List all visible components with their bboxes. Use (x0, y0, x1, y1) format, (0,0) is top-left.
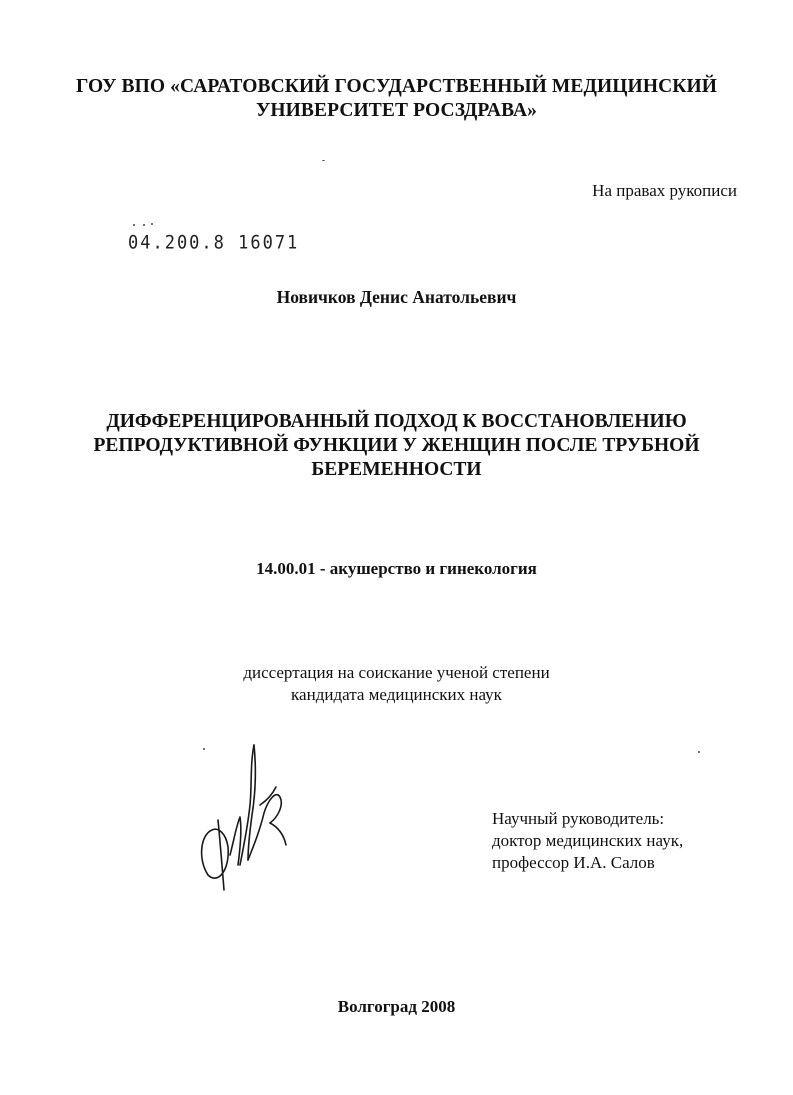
dissertation-title (60, 410, 733, 482)
scan-speck (133, 224, 135, 226)
degree-line-1: диссертация на соискание ученой степени (243, 663, 550, 682)
author-name: Новичков Денис Анатольевич (276, 287, 517, 307)
scan-speck (698, 751, 700, 753)
registration-number: 04.200.8 16071 (128, 232, 300, 254)
institution-name (60, 75, 733, 123)
supervisor-line-2: доктор медицинских наук, (492, 831, 684, 850)
institution-line-2: УНИВЕРСИТЕТ РОСЗДРАВА» (255, 100, 538, 121)
degree-line-2: кандидата медицинских наук (291, 685, 502, 704)
supervisor-line-1: Научный руководитель: (492, 809, 665, 828)
handwritten-signature-icon (190, 735, 300, 895)
scan-speck (322, 160, 325, 161)
institution-line-1: ГОУ ВПО «САРАТОВСКИЙ ГОСУДАРСТВЕННЫЙ МЕДИЦИНСКИЙ (75, 76, 718, 97)
scan-speck (143, 224, 145, 226)
city-year: Волгоград 2008 (337, 997, 456, 1016)
scan-speck (151, 223, 153, 225)
degree-statement (60, 662, 733, 706)
title-line-1: ДИФФЕРЕНЦИРОВАННЫЙ ПОДХОД К ВОССТАНОВЛЕНИЮ (106, 411, 687, 432)
title-line-3: БЕРЕМЕННОСТИ (311, 459, 482, 480)
manuscript-rights-note: На правах рукописи (592, 181, 737, 200)
scientific-supervisor (492, 808, 683, 874)
supervisor-line-3: профессор И.А. Салов (492, 853, 655, 872)
title-line-2: РЕПРОДУКТИВНОЙ ФУНКЦИИ У ЖЕНЩИН ПОСЛЕ ТРУБНОЙ (93, 435, 700, 456)
specialty-code: 14.00.01 - акушерство и гинекология (256, 559, 537, 578)
